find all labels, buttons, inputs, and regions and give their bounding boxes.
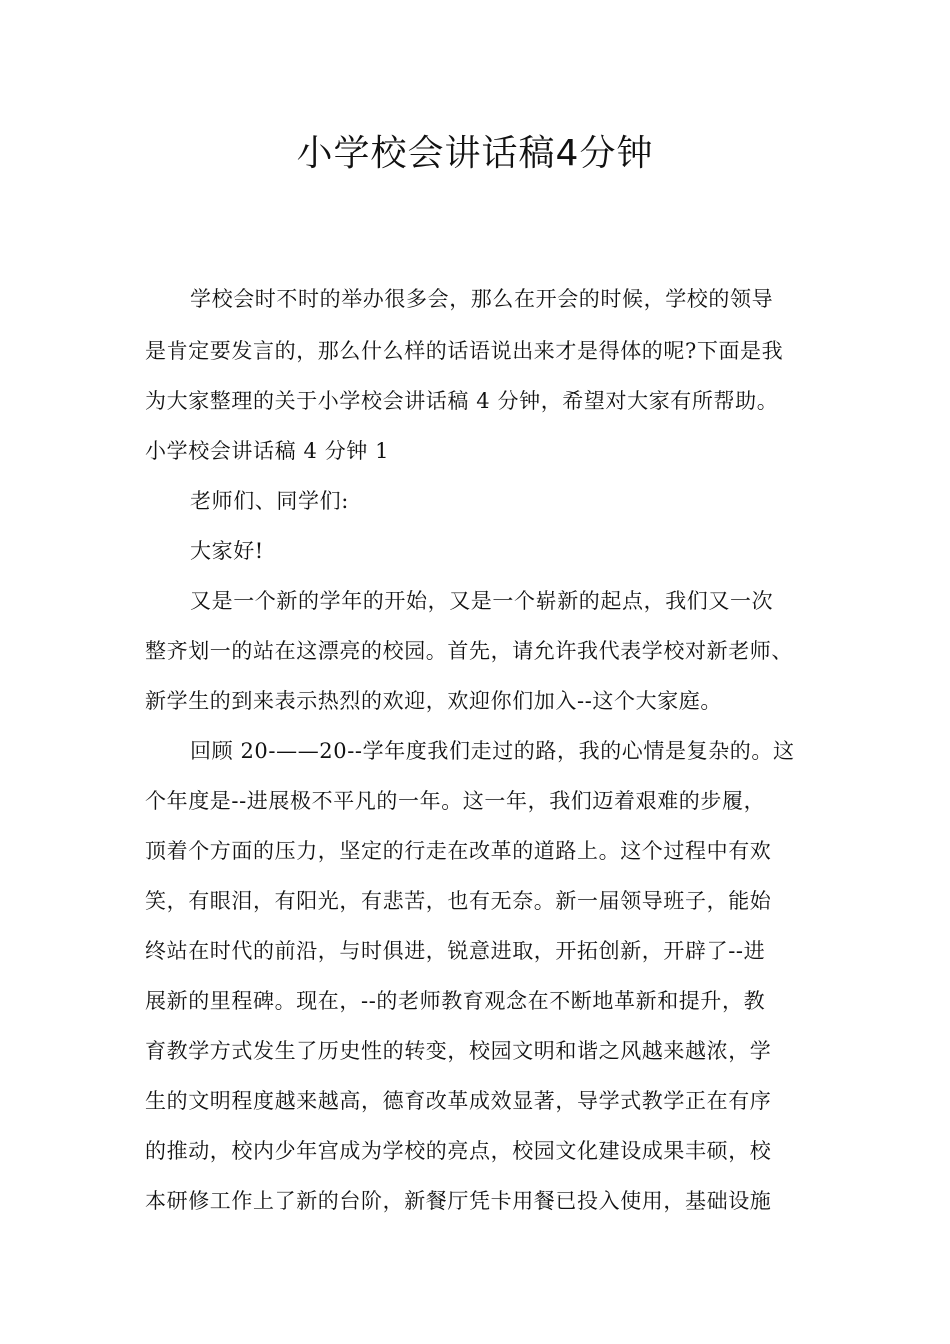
body-line: 终站在时代的前沿，与时俱进，锐意进取，开拓创新，开辟了--进 xyxy=(145,939,766,963)
body-line: 整齐划一的站在这漂亮的校园。首先，请允许我代表学校对新老师、 xyxy=(145,639,793,663)
body-line: 顶着个方面的压力，坚定的行走在改革的道路上。这个过程中有欢 xyxy=(145,839,772,863)
greeting: 大家好! xyxy=(190,539,264,563)
body-line: 学校会时不时的举办很多会，那么在开会的时候，学校的领导 xyxy=(190,287,774,311)
section-heading: 小学校会讲话稿 4 分钟 1 xyxy=(145,439,390,463)
body-line: 个年度是--进展极不平凡的一年。这一年，我们迈着艰难的步履， xyxy=(145,789,766,813)
body-line: 育教学方式发生了历史性的转变，校园文明和谐之风越来越浓，学 xyxy=(145,1039,772,1063)
body-line: 笑，有眼泪，有阳光，有悲苦，也有无奈。新一届领导班子，能始 xyxy=(145,889,772,913)
salutation: 老师们、同学们: xyxy=(190,489,349,513)
body-line: 的推动，校内少年宫成为学校的亮点，校园文化建设成果丰硕，校 xyxy=(145,1139,772,1163)
body-line: 为大家整理的关于小学校会讲话稿 4 分钟，希望对大家有所帮助。 xyxy=(145,389,779,413)
document-title: 小学校会讲话稿4分钟 xyxy=(296,133,654,174)
body-line: 又是一个新的学年的开始，又是一个崭新的起点，我们又一次 xyxy=(190,589,774,613)
body-line: 生的文明程度越来越高，德育改革成效显著，导学式教学正在有序 xyxy=(145,1089,772,1113)
body-line: 本研修工作上了新的台阶，新餐厅凭卡用餐已投入使用，基础设施 xyxy=(145,1189,772,1213)
body-line: 回顾 20-——20--学年度我们走过的路，我的心情是复杂的。这 xyxy=(190,739,795,763)
body-line: 是肯定要发言的，那么什么样的话语说出来才是得体的呢?下面是我 xyxy=(145,339,784,363)
body-line: 新学生的到来表示热烈的欢迎，欢迎你们加入--这个大家庭。 xyxy=(145,689,722,713)
body-line: 展新的里程碑。现在，--的老师教育观念在不断地革新和提升，教 xyxy=(145,989,766,1013)
